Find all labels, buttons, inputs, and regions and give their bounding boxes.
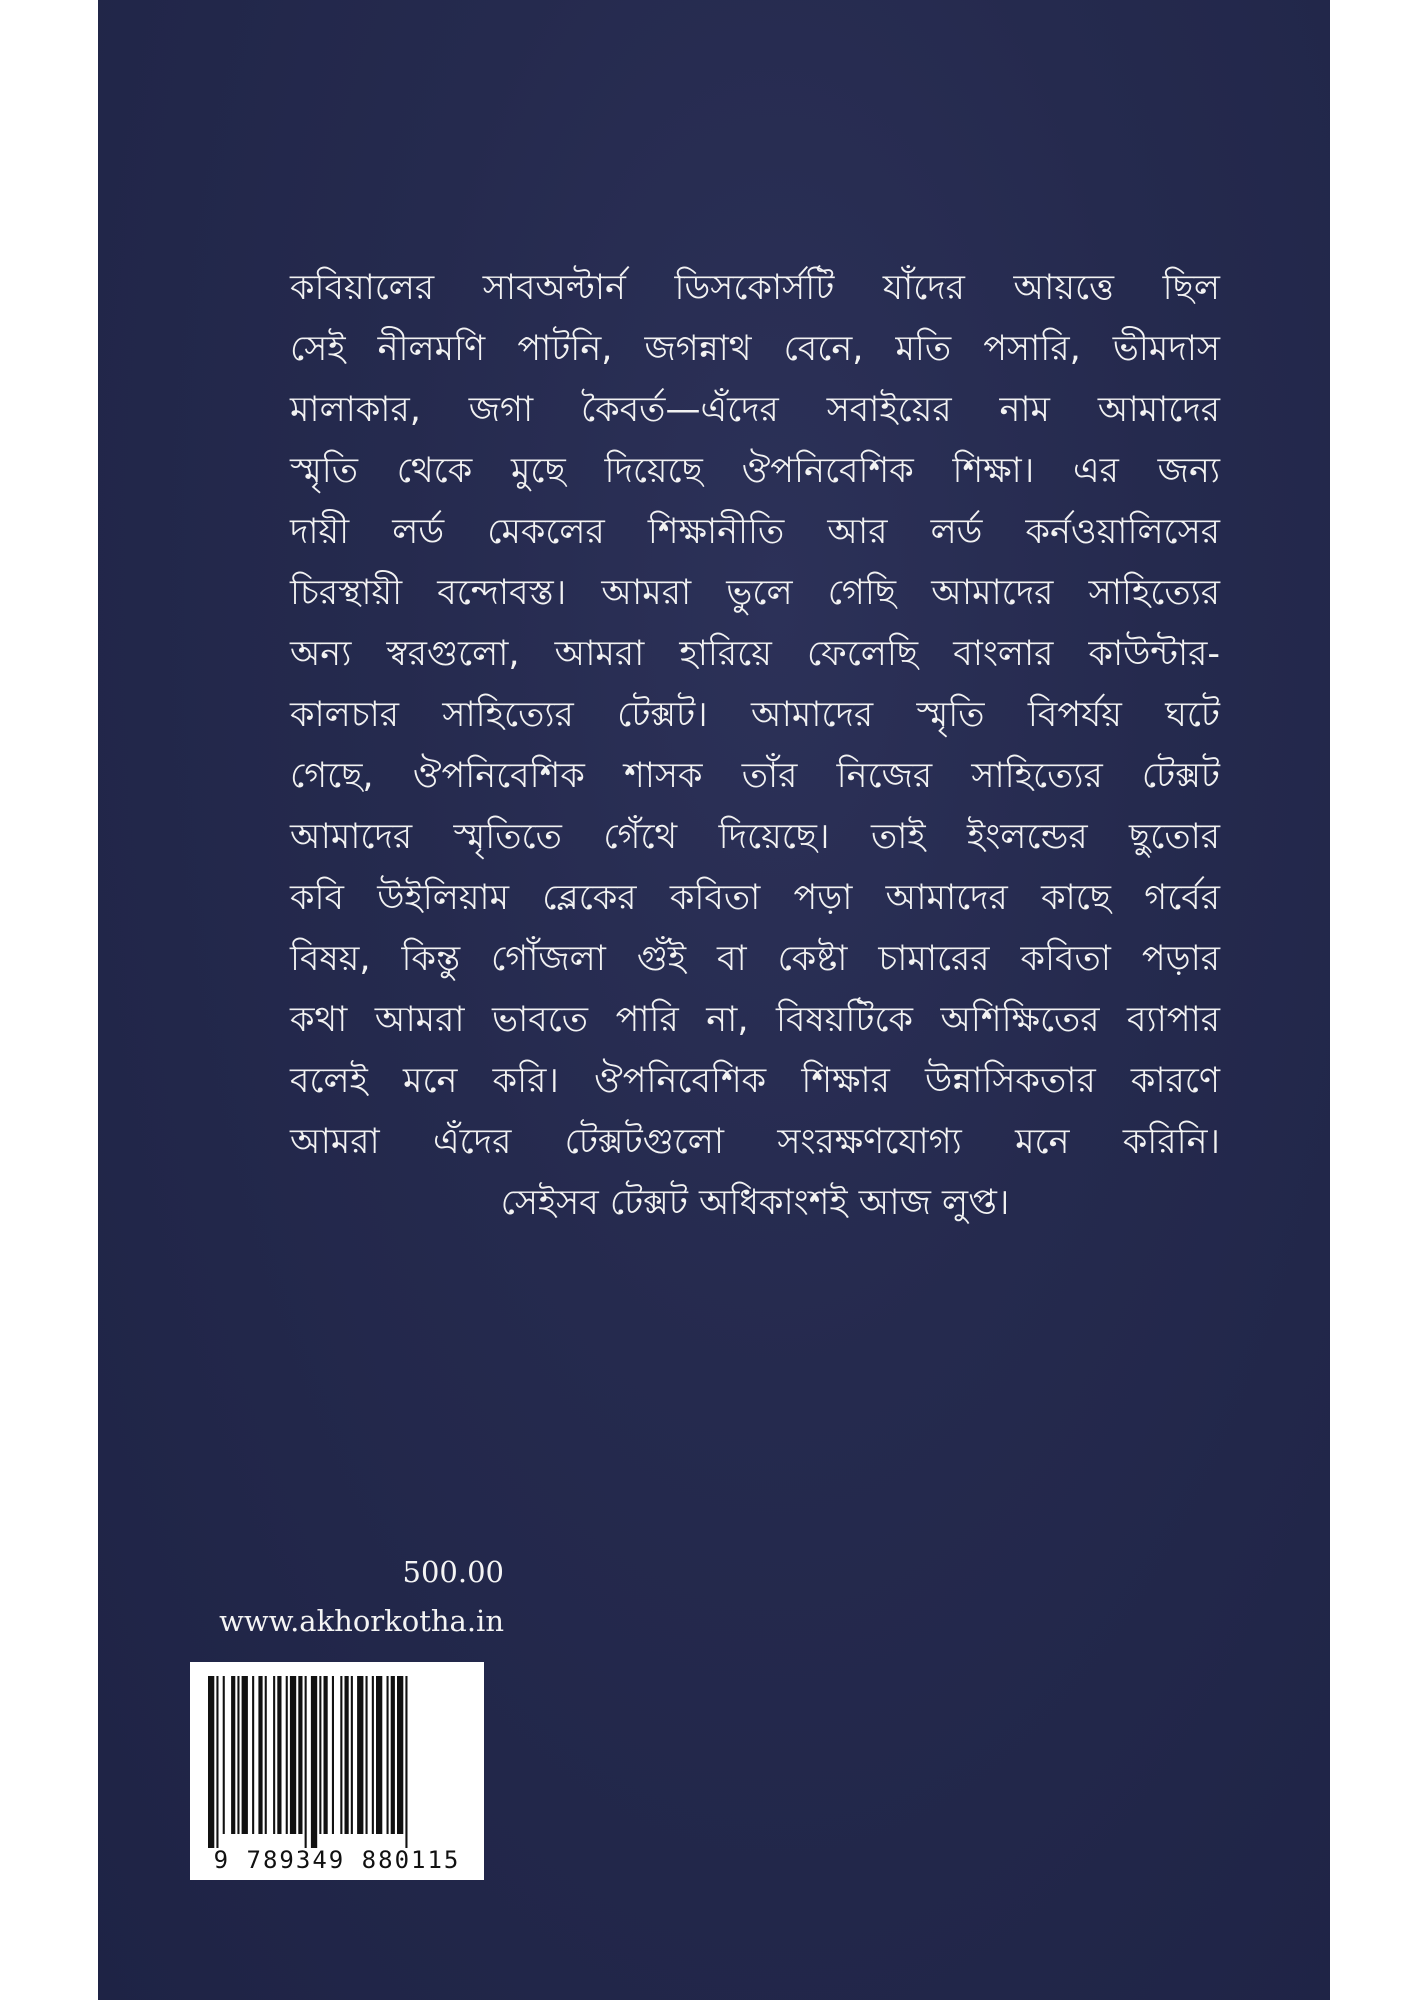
blurb-line: চিরস্থায়ী বন্দোবস্ত। আমরা ভুলে গেছি আমাদের সাহিত্যের <box>290 573 1220 613</box>
barcode-bar <box>298 1676 302 1834</box>
isbn-barcode <box>190 1662 484 1880</box>
barcode-bar <box>391 1676 395 1834</box>
barcode-bar <box>252 1676 254 1834</box>
blurb-line: সেইসব টেক্সট অধিকাংশই আজ লুপ্ত। <box>500 1183 1010 1223</box>
barcode-bar <box>311 1676 317 1848</box>
isbn-number: 9 789349 880115 <box>213 1846 461 1874</box>
barcode-bar <box>405 1676 407 1848</box>
barcode-bar <box>273 1676 275 1834</box>
barcode-bar <box>351 1676 353 1834</box>
price: 500.00 <box>402 1555 504 1589</box>
blurb-text <box>290 258 1220 1234</box>
blurb-line: গেছে, ঔপনিবেশিক শাসক তাঁর নিজের সাহিত্যের টেক্সট <box>290 756 1220 796</box>
blurb-line: মালাকার, জগা কৈবর্ত—এঁদের সবাইয়ের নাম আমাদের <box>290 390 1220 430</box>
blurb-line: সেই নীলমণি পাটনি, জগন্নাথ বেনে, মতি পসারি, ভীমদাস <box>290 329 1220 369</box>
barcode-bar <box>319 1676 321 1834</box>
barcode-bar <box>265 1676 267 1834</box>
blurb-line: কবি উইলিয়াম ব্লেকের কবিতা পড়া আমাদের কাছে গর্বের <box>290 878 1220 918</box>
barcode-bar <box>286 1676 288 1834</box>
barcode-bar <box>237 1676 239 1834</box>
blurb-line: কথা আমরা ভাবতে পারি না, বিষয়টিকে অশিক্ষিতের ব্যাপার <box>290 1000 1220 1040</box>
blurb-line: দায়ী লর্ড মেকলের শিক্ষানীতি আর লর্ড কর্নওয়ালিসের <box>290 512 1220 552</box>
barcode-bar <box>277 1676 281 1834</box>
barcode-bar <box>397 1676 403 1834</box>
blurb-line: কালচার সাহিত্যের টেক্সট। আমাদের স্মৃতি বিপর্যয় ঘটে <box>290 695 1220 735</box>
barcode-bar <box>290 1676 296 1834</box>
barcode-bar <box>366 1676 368 1834</box>
barcode-bar <box>305 1676 307 1848</box>
blurb-line: বিষয়, কিন্তু গোঁজলা গুঁই বা কেষ্টা চামারের কবিতা পড়ার <box>290 939 1220 979</box>
barcode-bar <box>376 1676 382 1834</box>
barcode-bar <box>208 1676 214 1848</box>
blurb-line: আমাদের স্মৃতিতে গেঁথে দিয়েছে। তাই ইংলন্ডের ছুতোর <box>290 817 1220 857</box>
barcode-bar <box>372 1676 374 1834</box>
blurb-line: স্মৃতি থেকে মুছে দিয়েছে ঔপনিবেশিক শিক্ষা। এর জন্য <box>290 451 1220 491</box>
blurb-line: বলেই মনে করি। ঔপনিবেশিক শিক্ষার উন্নাসিকতার কারণে <box>290 1061 1221 1101</box>
barcode-bar <box>387 1676 389 1834</box>
barcode-bar <box>231 1676 235 1834</box>
website-url: www.akhorkotha.in <box>219 1604 504 1638</box>
barcode-bar <box>324 1676 328 1834</box>
blurb-line: কবিয়ালের সাবঅল্টার্ন ডিসকোর্সটি যাঁদের আয়ত্তে ছিল <box>290 268 1220 308</box>
barcode-bar <box>357 1676 363 1834</box>
barcode-bar <box>340 1676 342 1834</box>
barcode-bar <box>345 1676 349 1834</box>
barcode-bar <box>223 1676 225 1834</box>
back-cover <box>98 0 1330 2000</box>
blurb-line: আমরা এঁদের টেক্সটগুলো সংরক্ষণযোগ্য মনে করিনি। <box>290 1122 1220 1162</box>
barcode-bar <box>242 1676 248 1834</box>
barcode-bar <box>258 1676 262 1834</box>
blurb-line: অন্য স্বরগুলো, আমরা হারিয়ে ফেলেছি বাংলার কাউন্টার- <box>290 634 1220 674</box>
barcode-bar <box>332 1676 334 1834</box>
barcode-bar <box>216 1676 218 1848</box>
